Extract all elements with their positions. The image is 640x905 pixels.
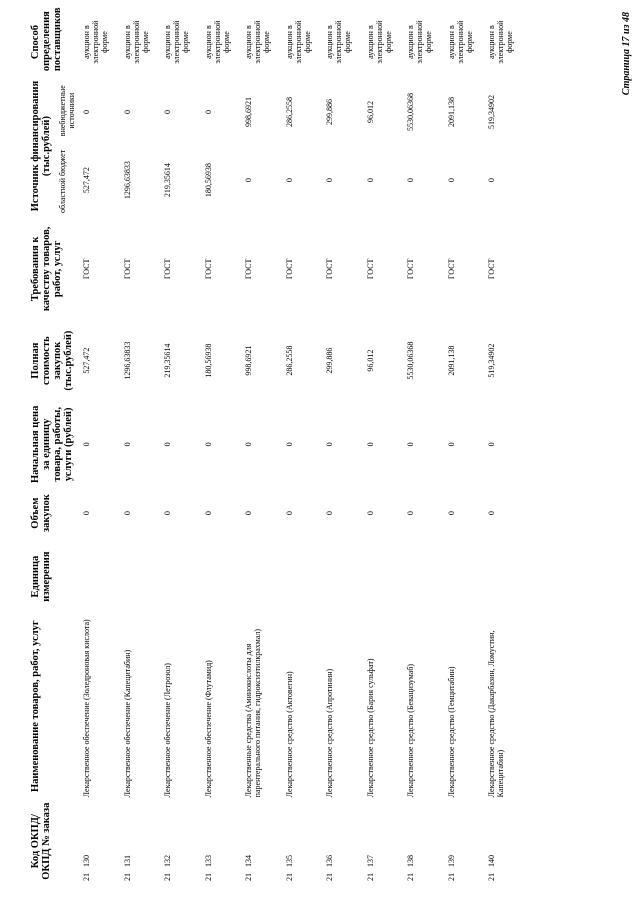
table-row xyxy=(204,11,245,883)
source-regional-value: 0 xyxy=(365,178,375,183)
source-regional-value: 0 xyxy=(325,178,334,183)
cell-requirements: ГОСТ xyxy=(203,258,213,280)
code-class: 21 xyxy=(203,873,213,881)
cell-method: аукцион в электронной форме xyxy=(82,20,109,64)
code-number: 135 xyxy=(284,855,294,867)
cell-name: Лекарственное средство (Бария сульфат) xyxy=(365,658,375,798)
code-number: 140 xyxy=(487,855,496,867)
table-row xyxy=(325,11,366,883)
header-source-other: внебюджетные источники xyxy=(58,85,76,137)
table-row xyxy=(163,11,204,883)
cell-requirements: ГОСТ xyxy=(244,258,253,280)
table-row xyxy=(244,11,285,883)
cell-unit xyxy=(406,540,447,613)
cell-source xyxy=(366,73,407,219)
cell-name: Лекарственное средство (Апротинин) xyxy=(325,668,334,798)
cell-volume: 0 xyxy=(163,511,172,516)
cell-unit xyxy=(123,540,164,613)
code-number: 139 xyxy=(446,855,456,867)
code-class: 21 xyxy=(82,873,91,881)
source-regional-value: 1296,63833 xyxy=(122,161,132,200)
code-number: 131 xyxy=(122,855,132,867)
cell-volume: 0 xyxy=(82,511,91,516)
source-other-value: 299,886 xyxy=(325,99,334,126)
code-number: 133 xyxy=(203,855,213,867)
cell-volume: 0 xyxy=(406,511,415,516)
cell-total: 2091,138 xyxy=(446,345,456,376)
header-total: Полная стоимость закупок (тыс.рублей) xyxy=(30,330,74,391)
code-number: 130 xyxy=(82,855,91,867)
code-class: 21 xyxy=(406,873,415,881)
source-other-value: 0 xyxy=(203,110,213,115)
cell-name: Лекарственное обеспечение (Летрозол) xyxy=(163,663,172,798)
cell-name: Лекарственное средство (Гемцитабин) xyxy=(446,666,456,798)
header-code: Код ОКПД/ ОКПД № заказа xyxy=(30,802,52,880)
table-row xyxy=(447,11,488,883)
cell-name: Лекарственное средство (Бевацизумаб) xyxy=(406,663,415,798)
cell-unit xyxy=(325,540,366,613)
source-other-value: 2091,138 xyxy=(446,97,456,128)
cell-total: 96,012 xyxy=(365,349,375,372)
source-regional-value: 0 xyxy=(284,178,294,183)
cell-source xyxy=(447,73,488,219)
header-source xyxy=(30,73,82,219)
cell-method: аукцион в электронной форме xyxy=(487,20,514,64)
cell-source xyxy=(82,73,123,219)
cell-code xyxy=(487,799,528,883)
cell-total: 180,56938 xyxy=(203,343,213,378)
cell-unit xyxy=(244,540,285,613)
code-number: 137 xyxy=(365,855,375,867)
header-requirements: Требования к качеству товаров, работ, услуг xyxy=(30,226,63,312)
table-row xyxy=(487,11,528,883)
source-other-value: 0 xyxy=(122,110,132,115)
source-regional-value: 527,472 xyxy=(82,167,91,194)
cell-method: аукцион в электронной форме xyxy=(325,20,352,64)
cell-requirements: ГОСТ xyxy=(284,258,294,280)
code-class: 21 xyxy=(284,873,294,881)
source-other-value: 0 xyxy=(82,110,91,115)
source-other-value: 998,6921 xyxy=(244,97,253,128)
cell-code xyxy=(325,799,366,883)
cell-code xyxy=(406,799,447,883)
header-volume: Объем закупок xyxy=(30,494,52,533)
header-unit: Единица измерения xyxy=(30,551,52,602)
cell-method: аукцион в электронной форме xyxy=(284,20,312,64)
cell-volume: 0 xyxy=(244,511,253,516)
cell-unit-price: 0 xyxy=(244,442,253,447)
cell-code xyxy=(204,799,245,883)
table-row xyxy=(82,11,123,883)
cell-code xyxy=(123,799,164,883)
cell-unit xyxy=(82,540,123,613)
source-other-value: 5530,06368 xyxy=(406,93,415,132)
header-source-title: Источник финансирования (тыс.рублей) xyxy=(30,80,52,212)
source-regional-value: 0 xyxy=(244,178,253,183)
cell-volume: 0 xyxy=(203,511,213,516)
cell-code xyxy=(366,799,407,883)
code-class: 21 xyxy=(446,873,456,881)
header-unit-price: Начальная цена за единицу товара, работы, услуги (рублей) xyxy=(30,405,74,483)
cell-requirements: ГОСТ xyxy=(163,258,172,280)
cell-method: аукцион в электронной форме xyxy=(203,20,231,64)
cell-total: 1296,63833 xyxy=(122,341,132,380)
cell-unit-price: 0 xyxy=(325,442,334,447)
cell-unit-price: 0 xyxy=(203,442,213,447)
code-number: 132 xyxy=(163,855,172,867)
code-class: 21 xyxy=(325,873,334,881)
cell-source xyxy=(163,73,204,219)
header-source-regional: областной бюджет xyxy=(58,149,67,213)
source-regional-value: 180,56938 xyxy=(203,163,213,198)
cell-code xyxy=(163,799,204,883)
cell-code xyxy=(244,799,285,883)
cell-requirements: ГОСТ xyxy=(487,258,496,280)
table-row xyxy=(366,11,407,883)
code-number: 134 xyxy=(244,855,253,867)
source-regional-value: 219,35614 xyxy=(163,163,172,198)
cell-unit xyxy=(285,540,326,613)
cell-name: Лекарственное средство (Дакарбазин, Ломустин, Капецитабин) xyxy=(487,630,505,798)
cell-requirements: ГОСТ xyxy=(325,258,334,280)
cell-unit-price: 0 xyxy=(163,442,172,447)
code-class: 21 xyxy=(122,873,132,881)
cell-unit-price: 0 xyxy=(365,442,375,447)
cell-unit-price: 0 xyxy=(122,442,132,447)
table-row xyxy=(123,11,164,883)
cell-unit-price: 0 xyxy=(487,442,496,447)
cell-volume: 0 xyxy=(446,511,456,516)
cell-requirements: ГОСТ xyxy=(365,258,375,280)
cell-requirements: ГОСТ xyxy=(406,258,415,280)
cell-total: 219,35614 xyxy=(163,343,172,378)
cell-volume: 0 xyxy=(365,511,375,516)
cell-unit-price: 0 xyxy=(406,442,415,447)
cell-total: 5530,06368 xyxy=(406,341,415,380)
source-other-value: 519,34902 xyxy=(487,95,496,130)
cell-unit-price: 0 xyxy=(82,442,91,447)
cell-source xyxy=(123,73,164,219)
code-class: 21 xyxy=(487,873,496,881)
cell-volume: 0 xyxy=(487,511,496,516)
cell-volume: 0 xyxy=(122,511,132,516)
cell-total: 998,6921 xyxy=(244,345,253,376)
cell-requirements: ГОСТ xyxy=(122,258,132,280)
source-regional-value: 0 xyxy=(446,178,456,183)
source-other-value: 286,2558 xyxy=(284,97,294,128)
cell-method: аукцион в электронной форме xyxy=(122,20,150,64)
cell-source xyxy=(406,73,447,219)
table-row xyxy=(406,11,447,883)
cell-code xyxy=(285,799,326,883)
cell-unit xyxy=(163,540,204,613)
header-name: Наименование товаров, работ, услуг xyxy=(30,620,41,793)
cell-unit xyxy=(487,540,528,613)
cell-name: Лекарственное обеспечение (Флутамид) xyxy=(203,660,213,798)
cell-code xyxy=(82,799,123,883)
cell-name: Лекарственные средства (Аминокислоты для парентерального питания, гидроксиэтилкрахмал) xyxy=(244,628,262,798)
cell-name: Лекарственное обеспечение (Капецитабин) xyxy=(122,649,132,798)
code-class: 21 xyxy=(365,873,375,881)
cell-method: аукцион в электронной форме xyxy=(244,20,271,64)
cell-source xyxy=(244,73,285,219)
cell-unit-price: 0 xyxy=(284,442,294,447)
code-class: 21 xyxy=(163,873,172,881)
cell-code xyxy=(447,799,488,883)
source-regional-value: 0 xyxy=(487,178,496,183)
procurement-table xyxy=(30,7,528,883)
cell-volume: 0 xyxy=(284,511,294,516)
code-number: 136 xyxy=(325,855,334,867)
page-footer: Страница 17 из 48 xyxy=(621,12,632,96)
cell-total: 286,2558 xyxy=(284,345,294,376)
cell-method: аукцион в электронной форме xyxy=(406,20,433,64)
source-regional-value: 0 xyxy=(406,178,415,183)
source-other-value: 96,012 xyxy=(365,101,375,124)
cell-name: Лекарственное средство (Актовегин) xyxy=(284,671,294,798)
cell-method: аукцион в электронной форме xyxy=(163,20,190,64)
cell-source xyxy=(325,73,366,219)
cell-total: 527,472 xyxy=(82,347,91,374)
cell-unit xyxy=(447,540,488,613)
cell-requirements: ГОСТ xyxy=(446,258,456,280)
table-row xyxy=(285,11,326,883)
cell-source xyxy=(204,73,245,219)
header-row xyxy=(30,11,82,883)
cell-unit-price: 0 xyxy=(446,442,456,447)
header-method: Способ определения поставщиков xyxy=(30,7,63,72)
cell-source xyxy=(285,73,326,219)
cell-total: 299,886 xyxy=(325,347,334,374)
source-other-value: 0 xyxy=(163,110,172,115)
cell-requirements: ГОСТ xyxy=(82,258,91,280)
cell-unit xyxy=(366,540,407,613)
cell-method: аукцион в электронной форме xyxy=(446,20,474,64)
cell-source xyxy=(487,73,528,219)
code-number: 138 xyxy=(406,855,415,867)
cell-name: Лекарственное обеспечение (Золедроновая кислота) xyxy=(82,619,91,798)
cell-volume: 0 xyxy=(325,511,334,516)
cell-total: 519,34902 xyxy=(487,343,496,378)
code-class: 21 xyxy=(244,873,253,881)
cell-unit xyxy=(204,540,245,613)
cell-method: аукцион в электронной форме xyxy=(365,20,393,64)
